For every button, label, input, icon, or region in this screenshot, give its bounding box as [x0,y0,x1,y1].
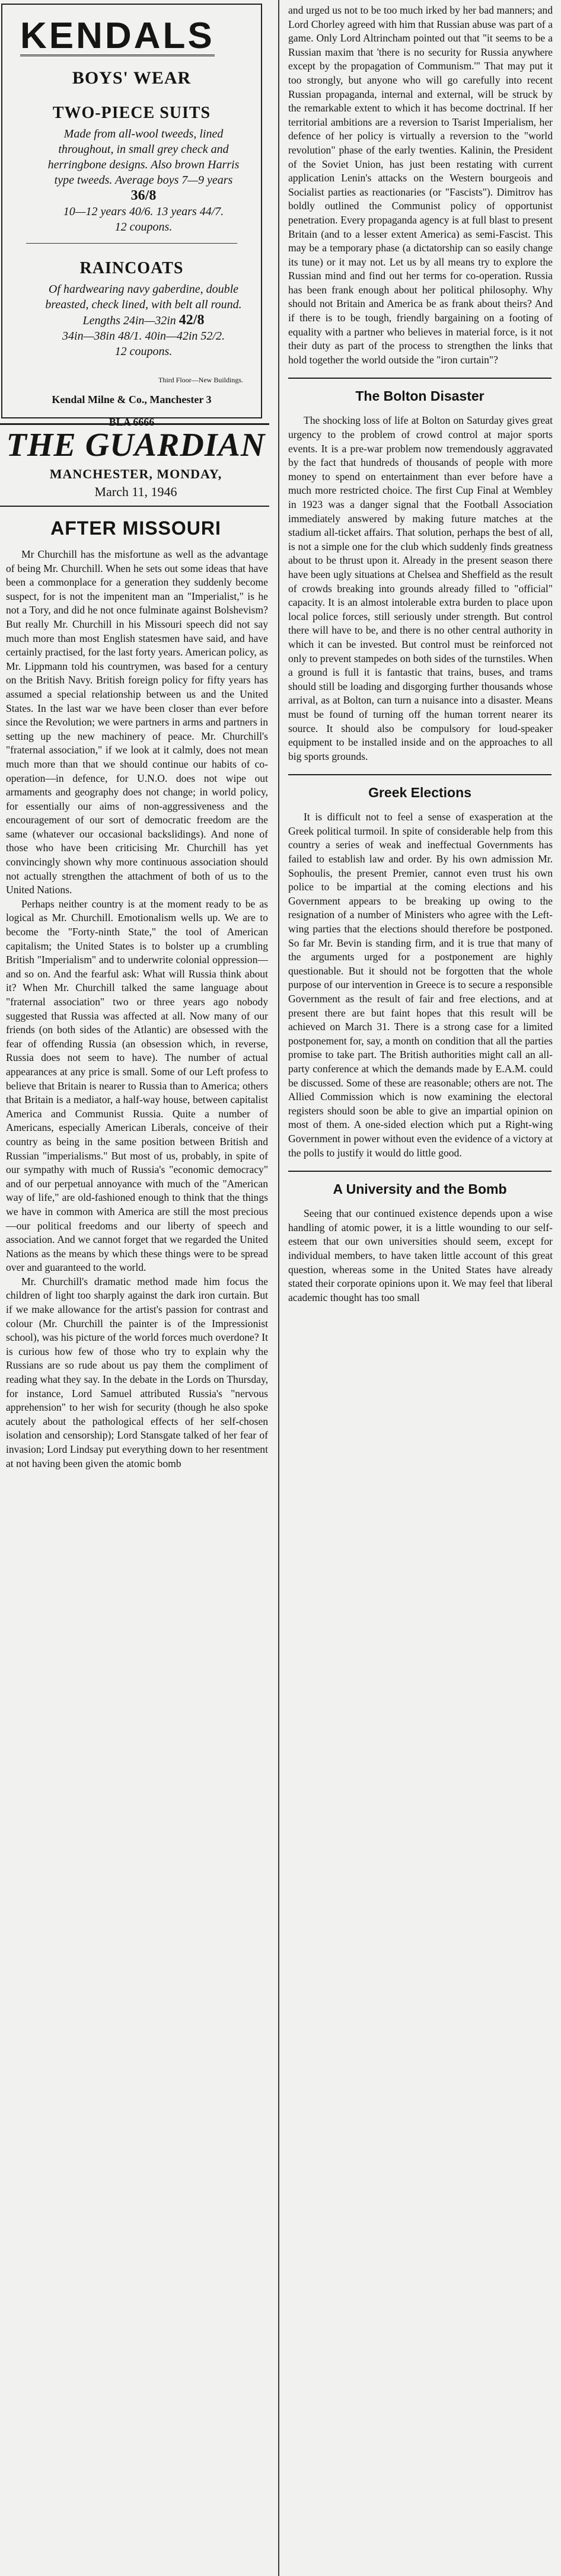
ad-suits-heading: TWO-PIECE SUITS [52,104,211,122]
column-rule [278,0,279,2576]
ad-raincoats-desc: Of hardwearing navy gaberdine, double breasted, check lined, with belt all round. [45,283,242,311]
section-rule [288,378,552,379]
greek-headline: Greek Elections [368,785,471,801]
masthead-title: THE GUARDIAN [6,427,266,464]
ad-suits-price: 36/8 [130,188,157,203]
masthead-date: March 11, 1946 [94,484,177,499]
bolton-article [285,414,555,763]
ad-raincoats-lengths: Lengths 24in—32in [82,314,176,327]
article-paragraph: Seeing that our continued existence depends upon a wise handling of atomic power, it is a little wounding to our self-esteem that our own universities should seem, except for individual members, to have taken little account of this great question, whereas some in the United States have already stated their corporate opinions upon it. We may feel that liberal academic thought has too small [288,1207,553,1303]
article-paragraph: It is difficult not to feel a sense of exasperation at the Greek political turmoil. In spite of considerable help from this country a series of weak and ineffectual Governments has failed to establish law and order. By his own admission Mr. Sophoulis, the present Premier, cannot even trust his own police to be impartial at the coming elections and his Government appears to be breaking up owing to the resignation of a number of Ministers who agree with the Left-wing parties that the elections should therefore be postponed. So far Mr. Bevin is standing firm, and it is true that many of the arguments urged for a postponement are highly questionable. But it should not be forgotten that the whole purpose of our intervention in Greece is to secure a responsible Government as the result of fair and free elections, and at present there are but faint hopes that this result will be achieved on March 31. There is a strong case for a limited postponement for, say, a month on condition that all the parties promise to take part. The British authorities might call an all-party conference at which the demands made by E.A.M. could be discussed. Some of these are reasonable; others are not. The Allied Commission which is now examining the electoral registers should soon be able to give an impartial opinion on most of them. A one-sided election which put a Right-wing Government in power without even the evidence of a victory at the polls to justify it would do little good. [288,811,553,1159]
university-article [285,1207,555,1305]
greek-article [285,810,555,1160]
masthead [0,427,272,500]
article-paragraph: Mr. Churchill's dramatic method made him focus the children of light too sharply against the dark iron curtain. But if we make allowance for the artist's passion for contrast and colour (Mr. Churchill the painter is of the Impressionist school), was his picture of the world forces much overdone? It is curious how few of those who try to explain why the Russians are so rude about us pay them the compliment of reading what they say. In the debate in the Lords on Thursday, for instance, Lord Samuel attributed Russia's "nervous apprehension" to her wish for security (though he also spoke acutely about the pathological effects of her self-chosen isolation and censorship); Lord Stansgate talked of her fear of invasion; Lord Lindsay put everything down to her resentment at not having been given the atomic bomb [6,1275,268,1469]
left-column [0,0,272,2576]
after-missouri-article [0,548,272,1471]
masthead-bottom-rule [0,506,269,507]
article-paragraph: Perhaps neither country is at the moment ready to be as logical as Mr. Churchill. Emotionalism wells up. We are to become the "Forty-ninth State," the tool of American capitalism; the United States is to bolster up a crumbling British "Imperialism" and to underwrite colonial oppression—and so on. And the fearful ask: What will Russia think about it? When Mr. Churchill talked the same language about "fraternal association" two or three years ago nobody suggested that Russia was affected at all. Now many of our friends (on both sides of the Atlantic) are obsessed with the fear of offending Russia (an obsession which, in reverse, Russia does not seem to have). The number of actual appearances at any price is small. Some of our Left profess to believe that Britain is nearer to Russia than to America; others that Britain is a mediator, a half-way house, between capitalist America and Communist Russia. Quite a number of Americans, especially American Liberals, conceive of their country as being in the same position between British and Russian "imperialisms." But most of us, probably, in spite of our sympathy with much of Russia's "economic democracy" and of our perpetual annoyance with much of the "American way of life," are old-fashioned enough to think that the things we have in common with America are still the most precious—our political freedoms and our liberty of speech and association. And we cannot forget that we regarded the United Nations as the means by which these things were to be spread over and guaranteed to the world. [6,897,268,1274]
ad-divider [26,243,237,244]
article-paragraph: The shocking loss of life at Bolton on Saturday gives great urgency to the problem of crowd control at major sports events. It is a pre-war problem now tremendously aggravated by the fact that hundreds of thousands of people with more money to spend on entertainment than ever before have a much more restricted choice. The first Cup Final at Wembley in 1923 was a danger signal that the Football Association immediately answered by making future matches at the stadium all-ticket affairs. That solution, perhaps the best of all, is not a simple one for the club which suddenly finds greatness about to be thrust upon it. Already in the present season there have been ugly situations at Chelsea and Sheffield as the result of crowds breaking into grounds already filled to "official" capacity. It is an almost intolerable extra burden to place upon local police forces, still seriously under strength. But control there will have to be, and there is no other central authority in which it can be invested. But control must be reinforced not only to prevent stampedes on both sides of the turnstiles. When a ground is full it is fantastic that trains, buses, and trams should still be loading and disgorging further thousands whose arrival, as at Bolton, can turn a nuisance into a disaster. Means must be found of turning off the human torrent nearer its source. It should also be compulsory for loud-speaker equipment to be installed inside and on the approaches to all big sports grounds. [288,414,553,762]
section-rule [288,1171,552,1172]
section-rule [288,774,552,775]
university-headline: A University and the Bomb [333,1181,507,1197]
after-missouri-continued [285,4,555,367]
masthead-place: MANCHESTER, MONDAY, [49,466,222,481]
ad-phone: BLA 6666 [109,416,155,428]
ad-brand: KENDALS [20,15,215,56]
ad-suits-body [40,126,247,235]
ad-suits-sizes: 10—12 years 40/6. 13 years 44/7. [63,205,224,218]
ad-suits-coupons: 12 coupons. [114,220,173,234]
ad-department: BOYS' WEAR [72,68,192,88]
ad-suits-desc: Made from all-wool tweeds, lined throughout, in small grey check and herringbone designs. Also brown Harris type tweeds. [47,127,240,187]
ad-suits-average: Average boys 7—9 years [115,174,233,187]
right-column [285,0,555,2576]
ad-floor-note: Third Floor—New Buildings. [158,376,243,384]
ad-raincoats-body [40,282,247,359]
kendals-advertisement [1,4,262,428]
bolton-headline: The Bolton Disaster [355,388,485,404]
ad-raincoats-heading: RAINCOATS [79,259,184,277]
ad-raincoats-coupons: 12 coupons. [114,345,173,358]
article-paragraph: Mr Churchill has the misfortune as well as the advantage of being Mr. Churchill. When he sets out some ideas that have been a commonplace for a generation they suddenly become suspect, for is not the impenitent man an "Imperialist," is he not a Tory, and did he not once fulminate against Bolshevism? But really Mr. Churchill in his Missouri speech did not say much more than most English statesmen have said, and have certainly practised, for the last forty years. American policy, as Mr. Lippmann told his countrymen, was based for a century on the British Navy. British foreign policy for fifty years has assumed a special relationship between us and the United States. In the last war we have been closer than ever before since the Revolution; we were partners in arms and partners in setting up the new machinery of peace. Mr. Churchill's "fraternal association," if we look at it calmly, does not mean much more than that we should continue our habits of co-operation—in defence, for U.N.O. does not wipe out armaments and geography does not change; in world policy, for essentially our aims of non-aggressiveness and the encouragement of our sort of democratic freedom are the same (whatever our occasional backslidings). And none of those who have been criticising Mr. Churchill has yet convincingly shown why more continuous association should not actually strengthen the attachment of both of us to the United Nations. [6,548,268,896]
ad-raincoats-price: 42/8 [179,312,205,328]
ad-company: Kendal Milne & Co., Manchester 3 [52,394,212,405]
after-missouri-headline: AFTER MISSOURI [50,517,221,539]
article-paragraph: and urged us not to be too much irked by her bad manners; and Lord Chorley agreed with him that Russian abuse was part of a game. Only Lord Altrincham pointed out that "it seems to be a Russian maxim that 'there is no security for Russia anywhere except by the propagation of Communism.'" That may put it too strongly, but anyone who will go carefully into recent Russian propaganda, internal and external, will be struck by the remarkable extent to which it has become doctrinal. If her territorial ambitions are a reversion to Tsarist Imperialism, her defence of her policy is virtually a reversion to the "world revolution" phase of the early twenties. Kalinin, the President of the Soviet Union, has just been restating with current application Lenin's attacks on the Western bourgeois and Socialist parties as reactionaries (or "Fascists"). Dimitrov has boldly outlined the Communist policy of opportunist penetration. Every propaganda agency is at full blast to present Britain (and to a lesser extent America) as semi-Fascist. This may be a temporary phase (a dictatorship can so easily change its tune) or it may not. Let us by all means try to explore the Russian mind and find out her terms for co-operation. Russia has been frank enough about her political philosophy. Why should not Britain and America be as frank about theirs? And if there is to be tough, friendly bargaining on a footing of equality with a partner who believes in material force, is it not their duty as part of the process to strengthen the links that hold together the world outside the "iron curtain"? [288,4,553,366]
ad-raincoats-sizes: 34in—38in 48/1. 40in—42in 52/2. [62,330,225,343]
